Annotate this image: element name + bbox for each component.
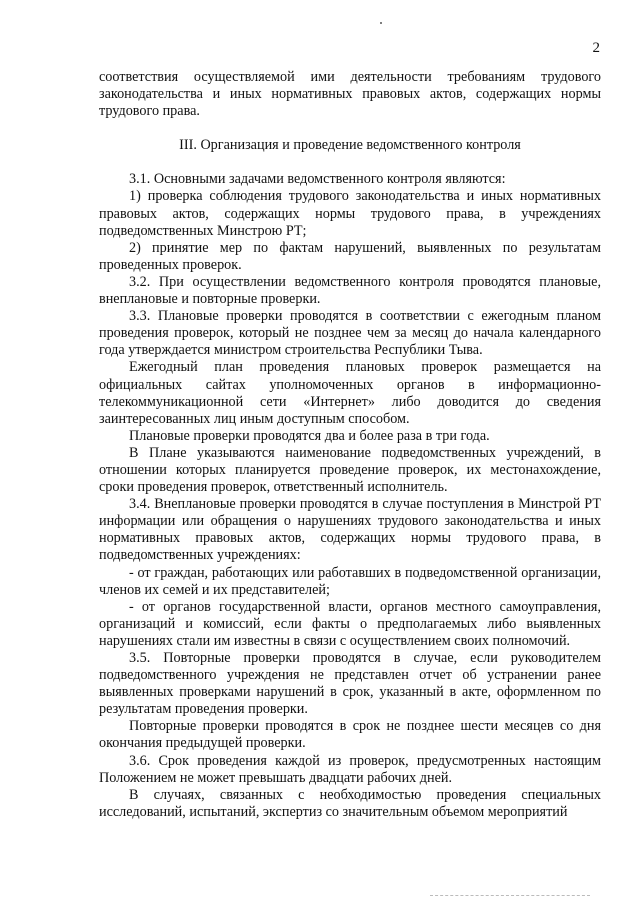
paragraph: - от органов государственной власти, органов местного самоуправления, организаций и комиссий, если факты о предполагаемых либо выявленных нарушениях стали им известны в связи с осуществлением своих полномочий. [99, 598, 601, 649]
paragraph: 1) проверка соблюдения трудового законодательства и иных нормативных правовых актов, содержащих нормы трудового права, в учреждениях подведомственных Минстрою РТ; [99, 188, 601, 239]
paragraph: - от граждан, работающих или работавших в подведомственной организации, членов их семей и их представителей; [99, 564, 601, 598]
intro-paragraph: соответствия осуществляемой ими деятельности требованиям трудового законодательства и иных нормативных правовых актов, содержащих нормы трудового права. [99, 69, 601, 120]
page-number: 2 [592, 40, 600, 56]
paragraph: 2) принятие мер по фактам нарушений, выявленных по результатам проведенных проверок. [99, 239, 601, 273]
paragraph: Повторные проверки проводятся в срок не позднее шести месяцев со дня окончания предыдущей проверки. [99, 718, 601, 752]
paragraph: Ежегодный план проведения плановых проверок размещается на официальных сайтах уполномоченных органов в информационно-телекоммуникационной сети «Интернет» либо доводится до сведения заинтересованных лиц иным доступным способом. [99, 359, 601, 427]
document-body [99, 69, 601, 821]
paragraph: В Плане указываются наименование подведомственных учреждений, в отношении которых планируется проведение проверок, их местонахождение, сроки проведения проверок, ответственный исполнитель. [99, 444, 601, 496]
section-title: III. Организация и проведение ведомственного контроля [179, 137, 521, 154]
paragraph: 3.2. При осуществлении ведомственного контроля проводятся плановые, внеплановые и повторные проверки. [99, 273, 601, 308]
paragraph: 3.4. Внеплановые проверки проводятся в случае поступления в Минстрой РТ информации или обращения о нарушениях трудового законодательства и иных нормативных правовых актов, содержащих нормы трудового права, в подведомственных учреждениях: [99, 496, 601, 564]
paragraph: Плановые проверки проводятся два и более раза в три года. [129, 427, 490, 444]
scan-speck [380, 22, 382, 24]
paragraph: 3.5. Повторные проверки проводятся в случае, если руководителем подведомственного учреждения не представлен отчет об устранении ранее выявленных проверками нарушений в срок, указанный в акте, оформленном по результатам проведения проверки. [99, 650, 601, 718]
scan-artifact-line [430, 895, 590, 897]
paragraph: 3.6. Срок проведения каждой из проверок, предусмотренных настоящим Положением не может превышать двадцати рабочих дней. [99, 752, 601, 786]
paragraph: В случаях, связанных с необходимостью проведения специальных исследований, испытаний, экспертиз со значительным объемом мероприятий [99, 786, 601, 820]
paragraph: 3.3. Плановые проверки проводятся в соответствии с ежегодным планом проведения проверок, который не позднее чем за месяц до начала календарного года утверждается министром строительства Республики Тыва. [99, 308, 601, 359]
paragraph: 3.1. Основными задачами ведомственного контроля являются: [129, 171, 506, 188]
